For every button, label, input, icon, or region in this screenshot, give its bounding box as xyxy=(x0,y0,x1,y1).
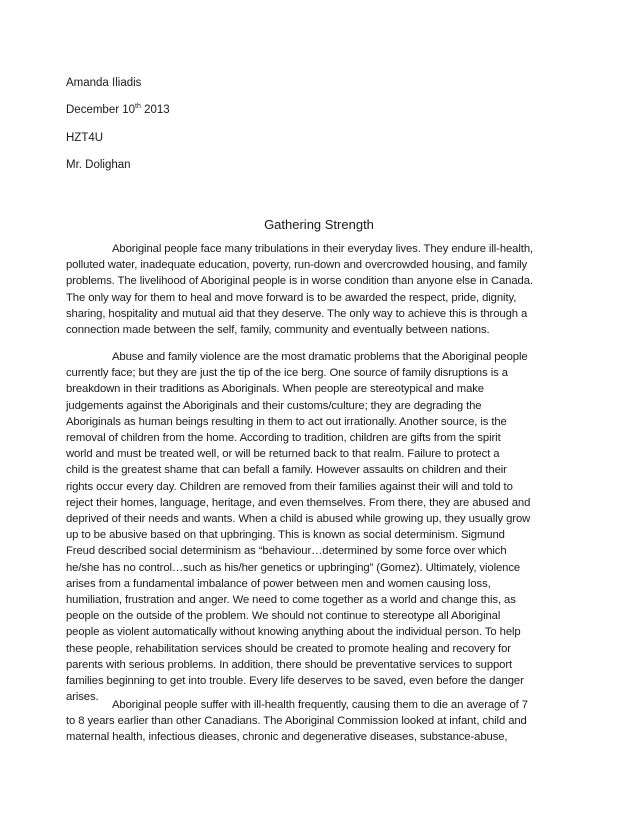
paragraph-line: sharing, hospitality and mutual aid that they deserve. The only way to achieve this is through a xyxy=(66,307,528,320)
paragraph-line: rights occur every day. Children are removed from their families against their will and told to xyxy=(66,480,513,493)
paragraph-line: arises. xyxy=(66,691,99,704)
paragraph-line: up to be abusive based on that upbringing. This is known as social determinism. Sigmund xyxy=(66,529,505,542)
paragraph-line: child is the greatest shame that can befall a family. However assaults on children and their xyxy=(66,464,507,477)
paragraph-line: removal of children from the home. According to tradition, children are gifts from the spirit xyxy=(66,432,501,445)
paragraph-line: currently face; but they are just the tip of the ice berg. One source of family disruptions is a xyxy=(66,367,508,380)
date-day: December 10 xyxy=(66,104,136,116)
paragraph-line: Aboriginals as human beings resulting in them to act out irrationally. Another source, is the xyxy=(66,415,507,428)
paragraph-line: The only way for them to heal and move forward is to be awarded the respect, pride, dignity, xyxy=(66,291,517,304)
paragraph-line: reject their homes, language, heritage, and even themselves. From there, they are abused and xyxy=(66,496,531,509)
paragraph-line: parents with serious problems. In addition, there should be preventative services to support xyxy=(66,658,513,671)
teacher-name: Mr. Dolighan xyxy=(66,159,131,171)
paragraph-line: judgements against the Aboriginals and their customs/culture; they are degrading the xyxy=(66,399,482,412)
paragraph-line: to 8 years earlier than other Canadians. The Aboriginal Commission looked at infant, child and xyxy=(66,715,527,728)
paragraph-line: Aboriginal people suffer with ill-health frequently, causing them to die an average of 7 xyxy=(112,699,528,711)
paragraph-line: problems. The livelihood of Aboriginal people is in worse condition than anyone else in Canada. xyxy=(66,275,533,288)
paragraph-2 xyxy=(66,349,569,705)
paragraph-line: people on the outside of the problem. We should not continue to stereotype all Aboriginal xyxy=(66,610,501,623)
paragraph-line: polluted water, inadequate education, poverty, run-down and overcrowded housing, and family xyxy=(66,259,528,272)
essay-date xyxy=(66,103,170,117)
paragraph-line: breakdown in their traditions as Aboriginals. When people are stereotypical and make xyxy=(66,383,484,396)
paragraph-1 xyxy=(66,241,569,338)
paragraph-line: maternal health, infectious dieases, chronic and degenerative diseases, substance-abuse, xyxy=(66,731,508,744)
paragraph-line: Abuse and family violence are the most dramatic problems that the Aboriginal people xyxy=(112,351,528,363)
paragraph-3 xyxy=(66,697,569,746)
paragraph-line: world and must be treated well, or will be returned back to that realm. Failure to protect a xyxy=(66,448,500,461)
paragraph-line: these people, rehabilitation services should be created to promote healing and recovery for xyxy=(66,642,511,655)
date-year: 2013 xyxy=(140,104,170,116)
paragraph-line: he/she has no control…such as his/her genetics or upbringing” (Gomez). Ultimately, violence xyxy=(66,561,521,574)
paragraph-line: deprived of their needs and wants. When a child is abused while growing up, they usually grow xyxy=(66,513,531,526)
paragraph-line: families beginning to get into trouble. Every life deserves to be saved, even before the danger xyxy=(66,675,524,688)
course-code: HZT4U xyxy=(66,132,104,144)
essay-title: Gathering Strength xyxy=(264,217,374,232)
paragraph-line: Freud described social determinism as “behaviour…determined by some force over which xyxy=(66,545,507,558)
paragraph-line: arises from a fundamental imbalance of power between men and women causing loss, xyxy=(66,577,491,590)
date-ordinal: th xyxy=(135,103,141,111)
paragraph-line: connection made between the self, family, community and eventually between nations. xyxy=(66,324,490,337)
author-name: Amanda Iliadis xyxy=(66,77,142,89)
paragraph-line: Aboriginal people face many tribulations in their everyday lives. They endure ill-health, xyxy=(112,243,534,255)
paragraph-line: humiliation, frustration and anger. We need to come together as a world and change this, as xyxy=(66,594,516,607)
paragraph-line: people as violent automatically without knowing anything about the individual person. To help xyxy=(66,626,521,639)
